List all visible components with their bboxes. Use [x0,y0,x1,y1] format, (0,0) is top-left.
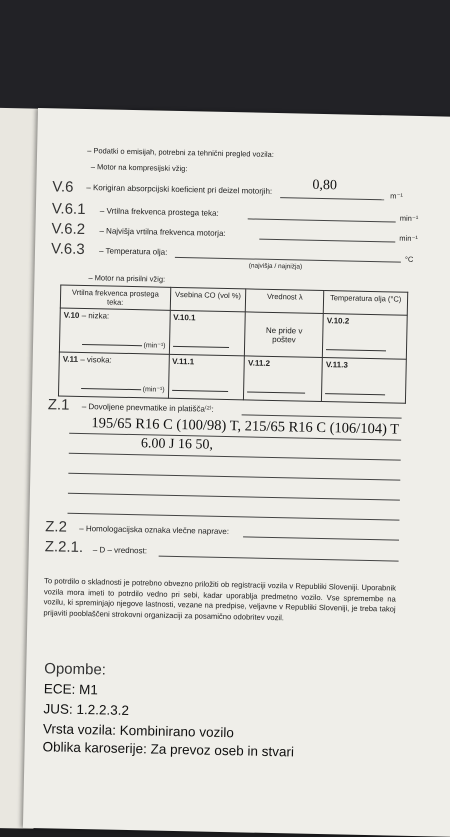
v63-note: (najvišja / najnižja) [249,262,303,270]
v10-code: V.10 [64,311,80,320]
v62-line [259,239,395,243]
v62-unit: min⁻¹ [399,234,418,243]
v63-code: V.6.3 [51,240,85,258]
z2-label: – Homologacijska oznaka vlečne naprave: [79,524,229,536]
z2-line [243,536,399,540]
z1-label: – Dovoljene pnevmatike in platišča⁽²⁾: [82,402,214,414]
compression-ignition-heading: – Motor na kompresijski vžig: [91,162,188,173]
table-header-lambda: Vrednost λ [246,289,324,314]
z1-line-5 [68,513,400,521]
opombe-line-3: Oblika karoserije: Za prevoz oseb in stvari [42,739,294,759]
z2-code: Z.2 [45,518,67,535]
v113-code: V.11.3 [326,360,348,369]
spark-ignition-heading: – Motor na prisilni vžig: [88,273,165,284]
z1-code: Z.1 [48,396,70,413]
v11-co-cell [168,354,245,400]
v6-code: V.6 [52,178,73,195]
v6-unit: m⁻¹ [390,191,403,200]
dark-background [0,0,450,120]
opombe-line-0: ECE: M1 [44,681,98,697]
z1-line-2 [69,453,401,461]
v61-code: V.6.1 [52,200,86,218]
v63-unit: °C [405,255,414,264]
v62-code: V.6.2 [51,220,85,238]
table-header-idle: Vrtilna frekvenca prostega teka: [60,285,170,310]
z1-tyres: 195/65 R16 C (100/98) T, 215/65 R16 C (106/104) T [91,415,399,438]
v10-label: – nizka: [82,311,110,321]
v63-label: – Temperatura olja: [99,246,168,256]
lambda-not-applicable: Ne pride v poštev [259,325,309,344]
z21-label: – D – vrednost: [93,545,147,555]
z1-line-3 [68,473,400,481]
v112-code: V.11.2 [248,358,270,367]
opombe-line-2: Vrsta vozila: Kombinirano vozilo [43,721,234,740]
v10-temp-cell [323,314,408,360]
v10-cell [59,308,169,354]
v11-temp-cell [322,358,407,404]
v63-line [175,257,401,263]
opombe-line-1: JUS: 1.2.2.3.2 [43,701,129,718]
v62-label: – Najvišja vrtilna frekvenca motorja: [99,226,225,238]
z21-line [159,556,399,562]
v111-code: V.11.1 [172,357,194,366]
v10-unit: (min⁻¹) [144,342,166,349]
opombe-title: Opombe: [44,660,106,678]
table-header-temp: Temperatura olja (°C) [323,291,407,316]
v61-label: – Vrtilna frekvenca prostega teka: [100,206,219,217]
document-page [23,108,450,837]
v6-value: 0,80 [312,178,337,195]
v101-code: V.10.1 [173,313,196,322]
v6-label: – Korigiran absorpcijski koeficient pri deizel motorjih: [86,183,272,196]
v10-lambda-cell [245,312,324,358]
idle-speed-table [58,285,408,404]
v11-lambda-cell [244,356,323,402]
table-header-co: Vsebina CO (vol %) [170,287,246,312]
v11-unit: (min⁻¹) [143,386,165,393]
v61-unit: min⁻¹ [400,214,419,223]
registration-note: To potrdilo o skladnosti je potrebno obvezno priložiti ob registraciji vozila v Republiki Sloveniji. Uporabnik vozila mora imeti to potrdilo vedno pri sebi, kadar uporablja predmetno vozilo. Vse spremembe na vozilu, ki spreminjajo njegove lastnosti, vezane na predpise, veljavne v Republiki Sloveniji, je treba takoj prijaviti pooblaščeni strokovni organizaciji za posamično odobritev vozil. [43,576,396,626]
emissions-heading: – Podatki o emisijah, potrebni za tehnični pregled vozila: [87,146,274,159]
v11-cell [58,352,168,398]
z1-line-4 [68,493,400,501]
v11-label: – visoka: [80,355,112,365]
z1-rims: 6.00 J 16 50, [141,436,213,454]
v11-code: V.11 [63,355,78,364]
z21-code: Z.2.1. [45,538,84,556]
v102-code: V.10.2 [327,316,350,325]
v61-line [248,218,396,222]
v6-line [280,197,384,200]
v10-co-cell [169,310,246,356]
